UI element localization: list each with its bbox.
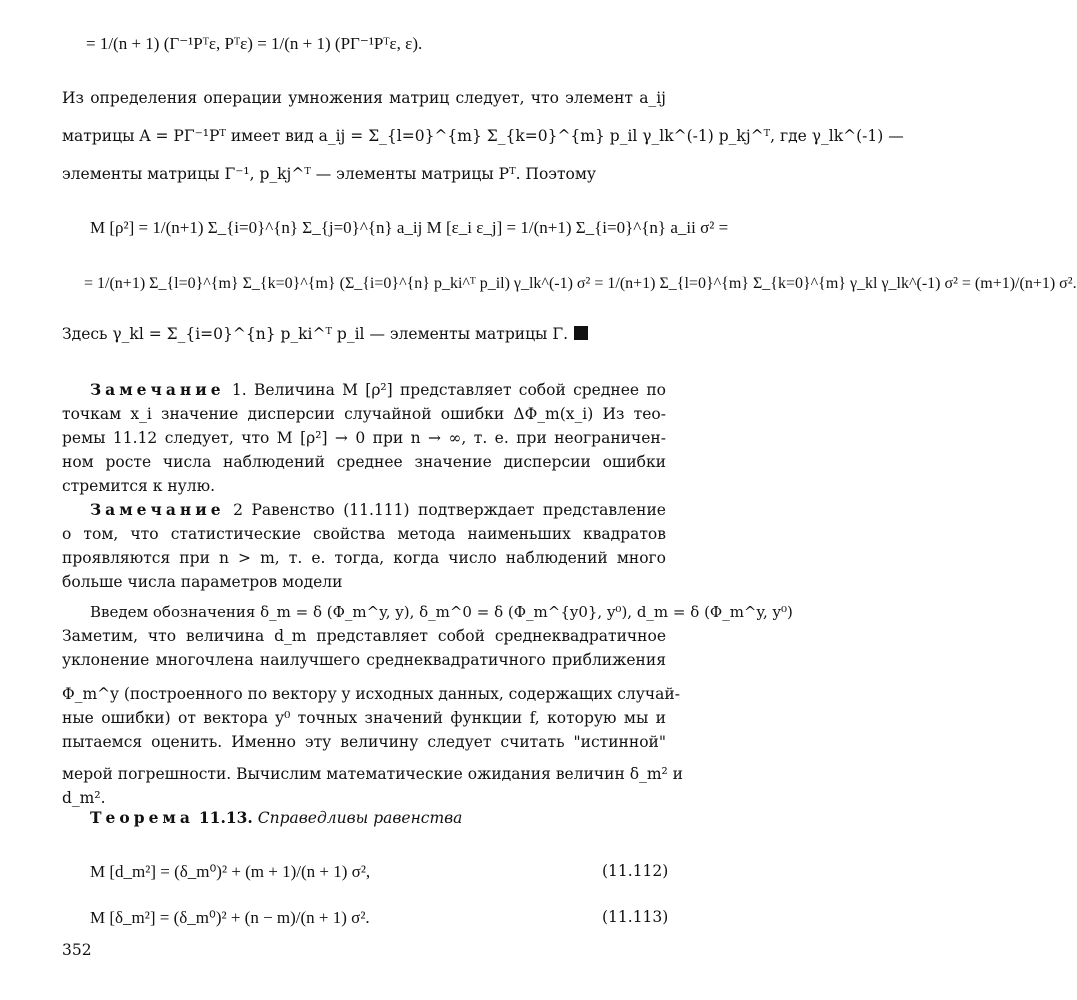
para2-line8: d_m². [62,789,106,807]
para2-line2: Заметим, что величина d_m представляет собой среднеквадратичное [62,627,666,645]
remark1-label: Замечание [90,380,225,399]
remark1-line4: ном росте числа наблюдений среднее значение дисперсии ошибки [62,453,666,471]
para2-line1: Введем обозначения δ_m = δ (Φ_m^y, y), δ_m^0 = δ (Φ_m^{y0}, y⁰), d_m = δ (Φ_m^y, y⁰) [90,603,793,621]
remark1-line5: стремится к нулю. [62,477,216,495]
remark1-line2: точкам x_i значение дисперсии случайной ошибки ΔΦ_m(x_i) Из тео- [62,405,666,423]
para2-line5: ные ошибки) от вектора y⁰ точных значений функции f, которую мы и [62,709,666,727]
theorem-heading [90,808,462,828]
para1-line2: матрицы A = PΓ⁻¹Pᵀ имеет вид a_ij = Σ_{l=0}^{m} Σ_{k=0}^{m} p_il γ_lk^(-1) p_kj^ᵀ, где γ_lk^(-1) — [62,127,904,145]
theorem-number: 11.13. [198,808,253,827]
formula-top: = 1/(n + 1) (Γ⁻¹Pᵀε, Pᵀε) = 1/(n + 1) (PΓ⁻¹Pᵀε, ε). [86,34,423,53]
para2-line6: пытаемся оценить. Именно эту величину следует считать "истинной" [62,733,666,751]
equation-112: M [d_m²] = (δ_m⁰)² + (m + 1)/(n + 1) σ², [90,862,371,881]
para2-line3: уклонение многочлена наилучшего среднеквадратичного приближения [62,651,666,669]
para1-line1: Из определения операции умножения матриц следует, что элемент a_ij [62,89,666,107]
qed-square-icon [574,326,588,340]
formula-m-rho-2: = 1/(n+1) Σ_{l=0}^{m} Σ_{k=0}^{m} (Σ_{i=0}^{n} p_ki^ᵀ p_il) γ_lk^(-1) σ² = 1/(n+1) Σ_{l=0}^{m} Σ_{k=0}^{m} γ_kl γ_lk^(-1) σ² = (m+1)/(n+1) σ². [84,275,1077,292]
remark1-text1: 1. Величина M [ρ²] представляет собой среднее по [231,381,666,399]
page-number: 352 [62,941,92,959]
remark2-line1 [90,500,666,520]
remark2-line2: о том, что статистические свойства метода наименьших квадратов [62,525,666,543]
equation-112-number: (11.112) [602,862,669,880]
remark2-line4: больше числа параметров модели [62,573,343,591]
para1-line3: элементы матрицы Γ⁻¹, p_kj^ᵀ — элементы матрицы Pᵀ. Поэтому [62,165,597,183]
remark2-text1: 2 Равенство (11.111) подтверждает представление [233,501,666,519]
para2-line4: Φ_m^y (построенного по вектору y исходных данных, содержащих случай- [62,685,680,703]
equation-113-number: (11.113) [602,908,669,926]
equation-113: M [δ_m²] = (δ_m⁰)² + (n − m)/(n + 1) σ². [90,908,370,927]
remark2-line3: проявляются при n > m, т. е. тогда, когда число наблюдений много [62,549,666,567]
theorem-label: Теорема [90,808,194,827]
remark2-label: Замечание [90,500,225,519]
remark1-line3: ремы 11.12 следует, что M [ρ²] → 0 при n → ∞, т. е. при неограничен- [62,429,666,447]
formula-m-rho-1: M [ρ²] = 1/(n+1) Σ_{i=0}^{n} Σ_{j=0}^{n} a_ij M [ε_i ε_j] = 1/(n+1) Σ_{i=0}^{n} a_ii σ² = [90,218,729,237]
here-line-text: Здесь γ_kl = Σ_{i=0}^{n} p_ki^ᵀ p_il — элементы матрицы Γ. [62,325,569,343]
here-line [62,324,588,344]
theorem-text: Справедливы равенства [257,809,463,827]
remark1-line1 [90,380,666,400]
para2-line7: мерой погрешности. Вычислим математические ожидания величин δ_m² и [62,765,683,783]
